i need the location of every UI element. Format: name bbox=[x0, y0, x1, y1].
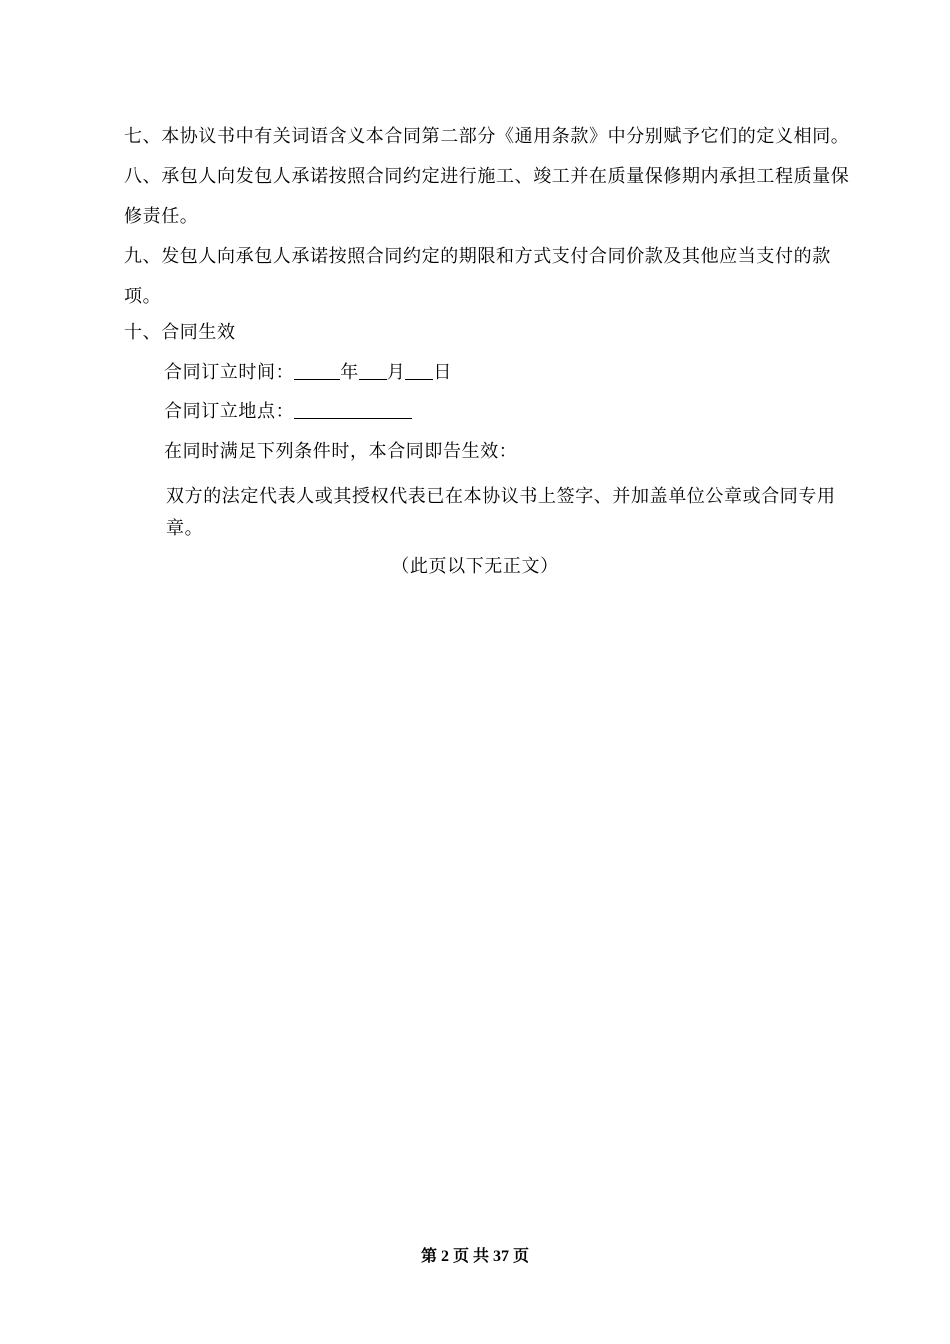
sign-place-line bbox=[164, 400, 412, 424]
sign-time-line bbox=[164, 361, 452, 385]
month-label: 月 bbox=[386, 362, 406, 383]
clause-seven: 七、本协议书中有关词语含义本合同第二部分《通用条款》中分别赋予它们的定义相同。 bbox=[124, 126, 850, 147]
year-blank bbox=[294, 361, 340, 380]
clause-ten-heading: 十、合同生效 bbox=[124, 322, 236, 343]
day-blank bbox=[405, 361, 433, 380]
clause-nine: 九、发包人向承包人承诺按照合同约定的期限和方式支付合同价款及其他应当支付的款项。 bbox=[124, 246, 831, 307]
page-number-footer: 第 2 页 共 37 页 bbox=[420, 1248, 529, 1265]
clause-eight: 八、承包人向发包人承诺按照合同约定进行施工、竣工并在质量保修期内承担工程质量保修责任。 bbox=[124, 166, 850, 227]
month-blank bbox=[359, 361, 387, 380]
condition-intro: 在同时满足下列条件时，本合同即告生效： bbox=[164, 441, 518, 462]
year-label: 年 bbox=[340, 362, 359, 383]
sign-place-label: 合同订立地点： bbox=[164, 401, 295, 422]
sign-time-label: 合同订立时间： bbox=[164, 362, 295, 383]
place-blank bbox=[294, 400, 412, 419]
day-label: 日 bbox=[433, 362, 453, 383]
condition-text: 双方的法定代表人或其授权代表已在本协议书上签字、并加盖单位公章或合同专用章。 bbox=[166, 486, 836, 539]
end-note: （此页以下无正文） bbox=[391, 556, 559, 577]
